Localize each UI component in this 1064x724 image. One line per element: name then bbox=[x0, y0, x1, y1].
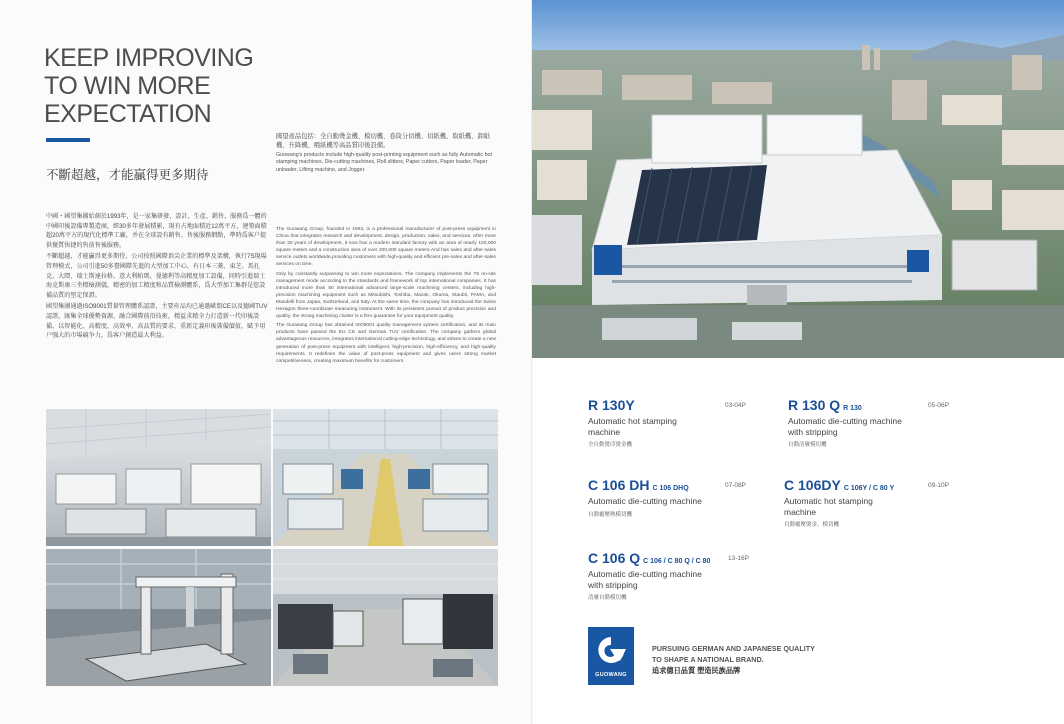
intro-zh: 國望產品包括：全自動燙金機、模切機、卷筒分切機、切紙機、取紙機、卸紙機、升降機、喂紙機等高品質印後設備。 bbox=[276, 133, 491, 149]
slogan-zh: 追求德日品質 塑造民族品牌 bbox=[652, 666, 741, 675]
body-en-column bbox=[276, 226, 496, 367]
product-model-variants: C 106Y / C 80 Y bbox=[843, 485, 895, 492]
product-name-zh: 自動清廢模切機 bbox=[788, 442, 827, 448]
slogan-en-line-2: TO SHAPE A NATIONAL BRAND. bbox=[652, 655, 764, 664]
product-model: R 130Y bbox=[588, 397, 635, 413]
product-pages: 09-10P bbox=[928, 482, 949, 489]
product-model-variants: C 106 / C 80 Q / C 80 bbox=[643, 558, 711, 565]
body-zh-paragraph: 國望集團通過ISO9001質量管理體系認證，主要産品均已通過歐盟CE以及德國TUV認證，匯集全球優勢資源，融合國際前沿技術，精益求精全力打造新一代印後設備，以智能化、高精度、高效率、高品質的要求，重新定義印後裝備價值，賦予用户强大的市場競争力，爲客户創造最大利益。 bbox=[46, 303, 268, 340]
intro-block bbox=[276, 133, 496, 176]
product-c106dh[interactable] bbox=[588, 477, 768, 518]
product-model-main: C 106 Q bbox=[588, 550, 641, 566]
body-zh-paragraph: 中國・國望集團始創於1993年，是一家集研發、設計、生產、銷售、服務爲一體的中國印後設備專製造商，經30多年發展積累，現有占地面積近12萬平方，建築面積超20萬平方的現代化標準工廠，并在全球設有銷售、售後服務網點，準時爲客户提供優質快捷的售前售後服務。 bbox=[46, 213, 267, 249]
body-en-paragraph: Only by constantly surpassing to win more expectations. The company implements the 7S on-site management mode according to the standards and framework of top international companies. It has introduced more than 50 international advanced large-scale machining centers, including high-precision machining equipment such as Mitsubishi, Toshiba, Mazak, Okuma, Staubli, PAMA, and Mandelli from Japan, Switzerland, and Italy. At the same time, the company has introduced the Swiss Hexagon three-coordinate measuring instrument. With its persistent pursuit of product precision and quality, the strong machining cluster is a firm guarantee for your equipment quality. bbox=[276, 271, 496, 320]
product-pages: 03-04P bbox=[725, 402, 746, 409]
guowang-logo bbox=[588, 627, 634, 685]
product-pages: 07-08P bbox=[725, 482, 746, 489]
headline bbox=[44, 44, 253, 128]
headline-line-3: EXPECTATION bbox=[44, 100, 212, 128]
product-name-zh: 全自動燙印燙金機 bbox=[588, 442, 633, 448]
product-model-main: R 130 Q bbox=[788, 397, 841, 413]
product-name-en: Automatic die-cutting machine with stripping bbox=[788, 416, 902, 437]
body-zh-paragraph: 不斷超越，才能贏得更多期待，公司按照國際頂尖企業的標準及架構，執行7S現場管理模式，公司引進50多臺國際先進的大型加工中心，有日本三菱、東芝、馬扎克、大隈、瑞士斯達拉格、意大利帕瑪、曼德利等高精度加工設備，同時引進瑞士海克斯康三坐標檢測儀，精密的加工精度和品質檢測體系，爲大型加工集群是您設備品質的堅定保證。 bbox=[46, 253, 267, 299]
product-name-zh: 清廢自動模切機 bbox=[588, 595, 627, 601]
product-name-en: Automatic hot stamping machine bbox=[784, 496, 873, 517]
product-name-en: Automatic die-cutting machine with stripping bbox=[588, 569, 702, 590]
headline-line-1: KEEP IMPROVING bbox=[44, 44, 254, 72]
slogan-en-line-1: PURSUING GERMAN AND JAPANESE QUALITY bbox=[652, 644, 815, 653]
factory-photo-2 bbox=[273, 409, 498, 546]
product-r130y[interactable] bbox=[588, 397, 768, 448]
aerial-factory-photo bbox=[532, 0, 1064, 358]
headline-line-2: TO WIN MORE bbox=[44, 72, 211, 100]
product-model-main: C 106DY bbox=[784, 477, 841, 493]
product-r130q[interactable] bbox=[788, 397, 968, 448]
product-name-zh: 自動覆壓燙金、模切機 bbox=[784, 522, 840, 528]
product-name-en: Automatic die-cutting machine bbox=[588, 496, 702, 506]
product-c106dy[interactable] bbox=[784, 477, 964, 528]
tagline-zh: 不斷超越，才能贏得更多期待 bbox=[46, 168, 209, 182]
brand-slogan bbox=[652, 643, 815, 676]
product-pages: 05-06P bbox=[928, 402, 949, 409]
product-model-variants: R 130 bbox=[843, 405, 862, 412]
product-model-main: C 106 DH bbox=[588, 477, 650, 493]
body-en-paragraph: The Guowang Group, founded in 1993, is a professional manufacturer of post-press equipment in China that integrates research and development, design, production, sales, and services. After more than 30 years of development, it now has a modern standard factory with an area of nearly 120,000 square meters and a construction area of over 200,000 square meters.And has sales and after-sales service outlets worldwide,providing customers with high-quality and efficient pre-sales and after-sales services on time. bbox=[276, 227, 496, 268]
product-name-en: Automatic hot stamping machine bbox=[588, 416, 677, 437]
product-model-variants: C 106 DHQ bbox=[652, 485, 689, 492]
product-c106q[interactable] bbox=[588, 550, 768, 601]
product-name-zh: 自動覆壓熱模切機 bbox=[588, 511, 633, 518]
intro-en: Guowang's products include high-quality post-printing equipment such as fully Automatic hot stamping machines, Die-cutting machines, Roll slitters, Paper cutters, Paper loader, Paper unloader, Lifting machine, and Jogger. bbox=[276, 152, 492, 173]
factory-photo-1 bbox=[46, 409, 271, 546]
body-zh-column bbox=[46, 212, 268, 343]
factory-photo-4 bbox=[273, 549, 498, 686]
logo-wordmark: GUOWANG bbox=[595, 672, 627, 678]
factory-photo-3 bbox=[46, 549, 271, 686]
accent-rule bbox=[46, 138, 90, 142]
body-en-paragraph: The Guowang Group has obtained ISO9001 quality management system certification, and its main products have passed the EU CE and German TUV certification. The company gathers global advantageous resources, integrates international cutting-edge technology, and strives to create a new generation of post-press equipment with intelligent, high-precision, high-efficiency, and high-quality requirements. It redefines the value of post-press equipment and gives users strong market competitiveness, creating maximum benefits for customers. bbox=[276, 323, 496, 364]
product-pages: 13-16P bbox=[728, 555, 749, 562]
